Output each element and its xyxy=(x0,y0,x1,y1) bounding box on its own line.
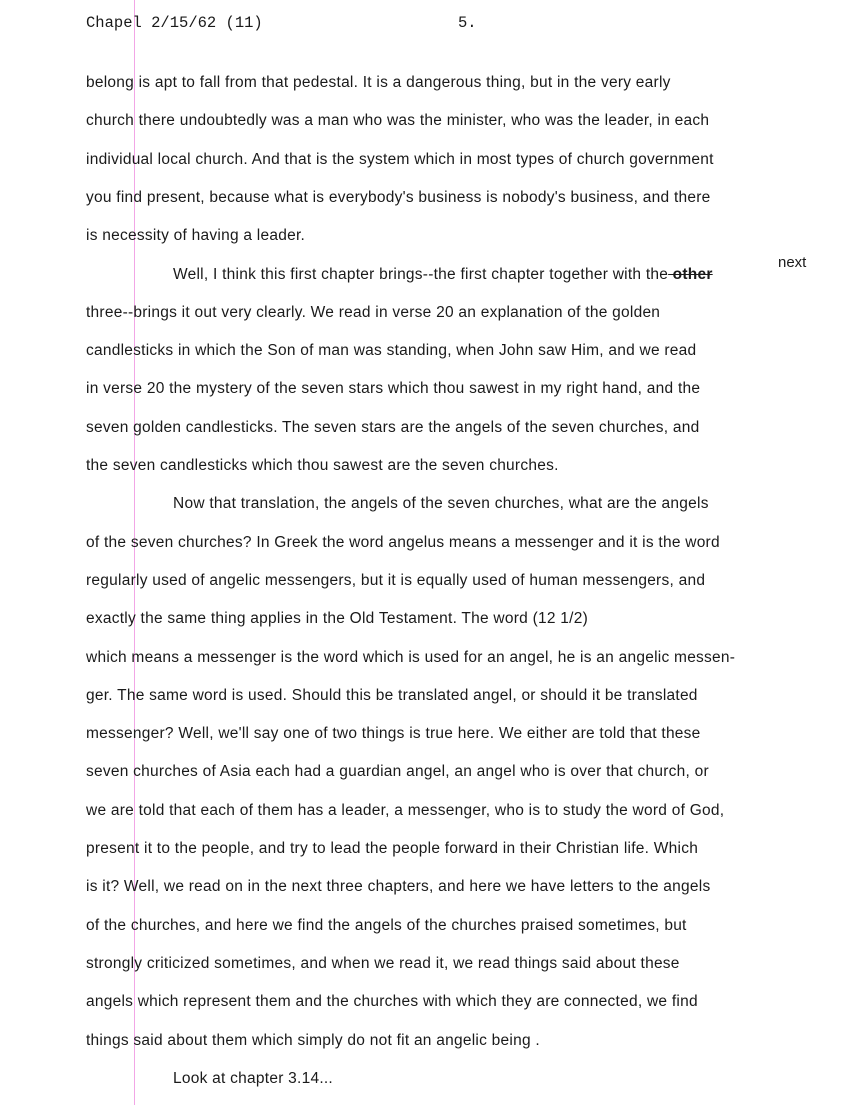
paragraph-first-line: Look at chapter 3.14... xyxy=(173,1069,333,1087)
page-header xyxy=(86,14,851,38)
text-line: which means a messenger is the word which is used for an angel, he is an angelic messen- xyxy=(86,648,736,666)
page-number: 5. xyxy=(458,14,477,32)
text-line: church there undoubtedly was a man who was the minister, who was the leader, in each xyxy=(86,112,710,130)
text-line: ger. The same word is used. Should this be translated angel, or should it be translated xyxy=(86,686,698,704)
text-line: angels which represent them and the churches with which they are connected, we find xyxy=(86,993,698,1011)
text-line: belong is apt to fall from that pedestal. It is a dangerous thing, but in the very early xyxy=(86,74,671,91)
text-line: individual local church. And that is the system which in most types of church government xyxy=(86,150,714,168)
text-line: things said about them which simply do not fit an angelic being . xyxy=(86,1031,540,1049)
text-line: of the churches, and here we find the angels of the churches praised sometimes, but xyxy=(86,916,687,934)
text-line: is it? Well, we read on in the next three chapters, and here we have letters to the angels xyxy=(86,878,711,896)
text-line: regularly used of angelic messengers, but it is equally used of human messengers, and xyxy=(86,571,706,589)
text-line: of the seven churches? In Greek the word angelus means a messenger and it is the word xyxy=(86,533,720,551)
text-line: seven golden candlesticks. The seven stars are the angels of the seven churches, and xyxy=(86,418,700,436)
text-line: in verse 20 the mystery of the seven stars which thou sawest in my right hand, and the xyxy=(86,380,701,398)
text-line: present it to the people, and try to lead the people forward in their Christian life. Which xyxy=(86,840,699,857)
text-line: three--brings it out very clearly. We read in verse 20 an explanation of the golden xyxy=(86,303,661,321)
inserted-word: next xyxy=(778,253,807,271)
text-line: exactly the same thing applies in the Old Testament. The word (12 1/2) xyxy=(86,610,588,628)
text-line: seven churches of Asia each had a guardian angel, an angel who is over that church, or xyxy=(86,763,709,781)
text-line: is necessity of having a leader. xyxy=(86,227,306,245)
text-line: strongly criticized sometimes, and when we read it, we read things said about these xyxy=(86,954,680,972)
paragraph-first-line: Well, I think this first chapter brings--the first chapter together with the other xyxy=(173,265,713,283)
text-line: we are told that each of them has a leader, a messenger, who is to study the word of God, xyxy=(86,801,725,819)
text-line: messenger? Well, we'll say one of two things is true here. We either are told that these xyxy=(86,725,701,743)
document-title: Chapel 2/15/62 (11) xyxy=(86,14,263,32)
text-line: candlesticks in which the Son of man was standing, when John saw Him, and we read xyxy=(86,342,697,360)
struck-word: other xyxy=(668,265,713,283)
text-line: you find present, because what is everybody's business is nobody's business, and there xyxy=(86,188,711,206)
paragraph-first-line: Now that translation, the angels of the seven churches, what are the angels xyxy=(173,495,709,513)
text-line: the seven candlesticks which thou sawest are the seven churches. xyxy=(86,457,559,474)
